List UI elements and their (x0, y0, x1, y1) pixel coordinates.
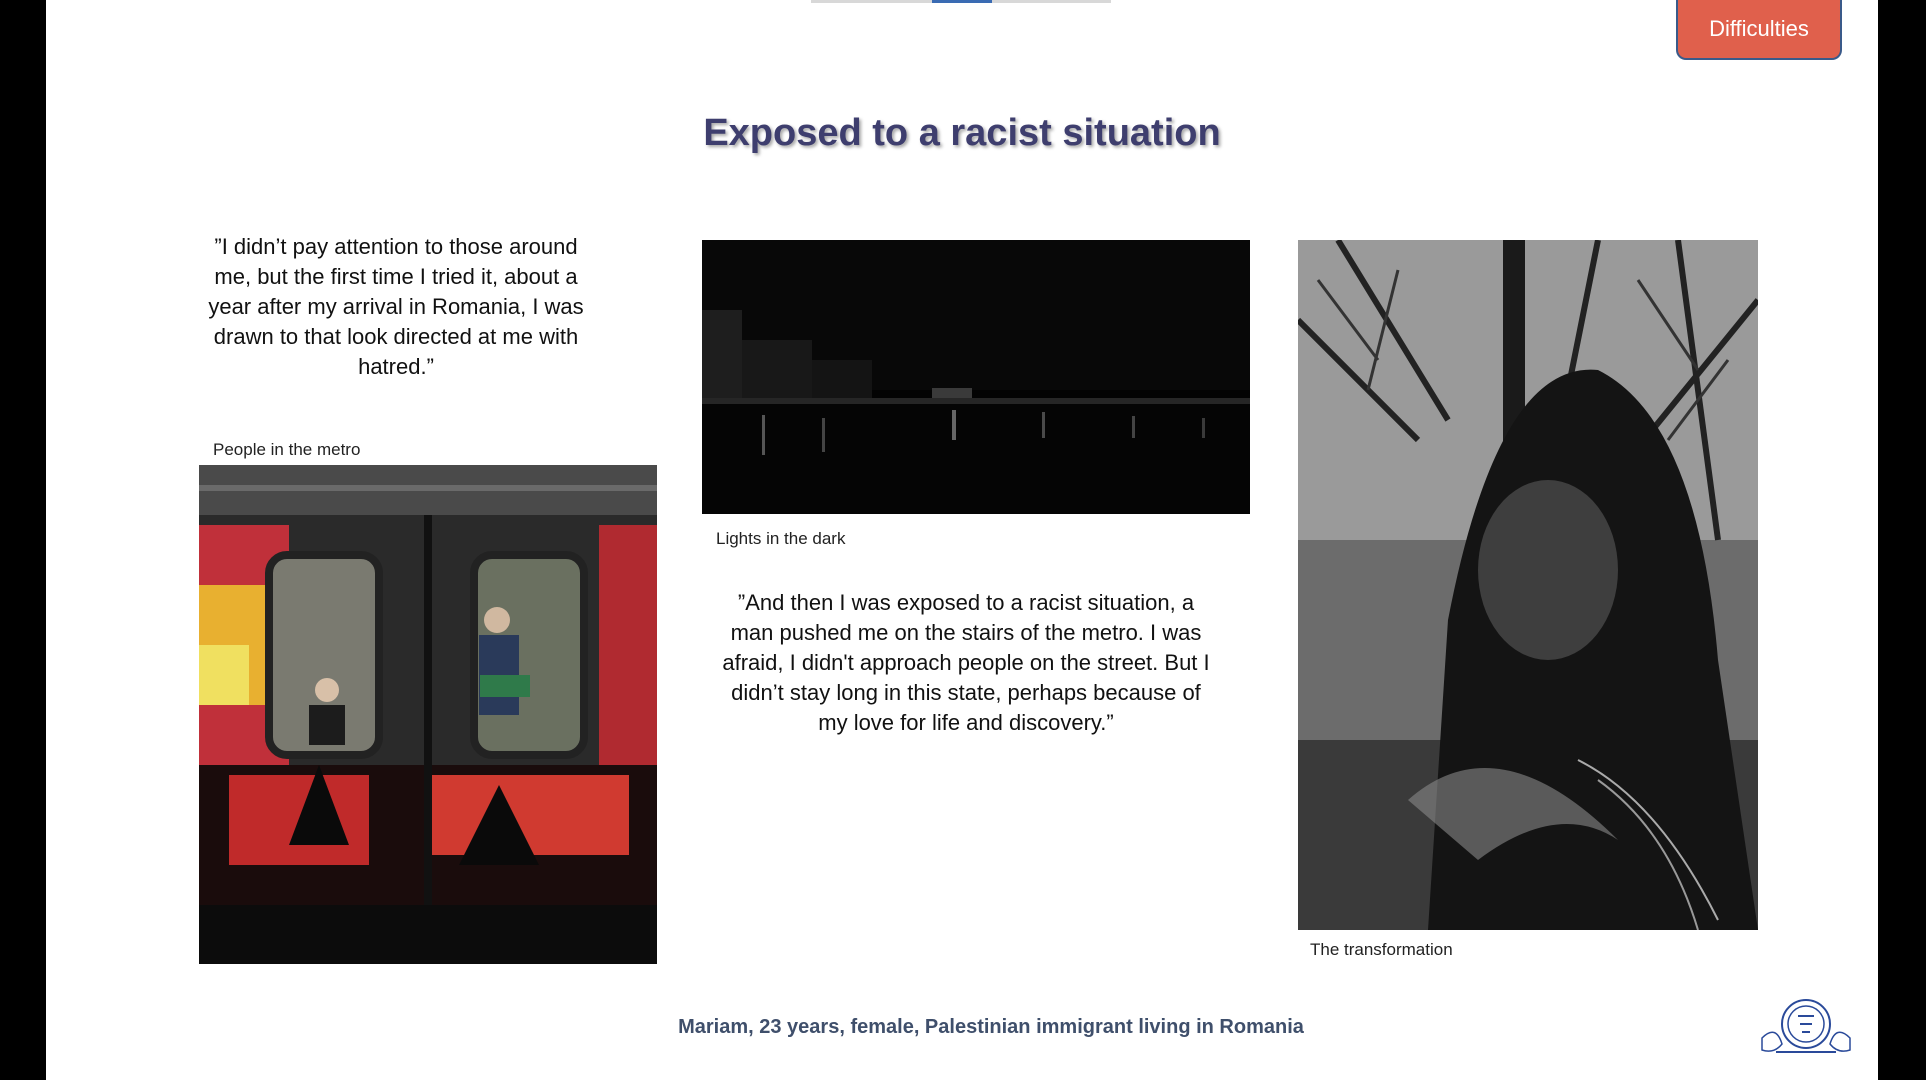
caption-metro: People in the metro (213, 440, 361, 459)
slide (46, 0, 1878, 1080)
slide-progress-indicator (932, 0, 992, 3)
transformation-photo (1298, 240, 1758, 930)
caption-transformation: The transformation (1310, 940, 1453, 959)
slide-title: Exposed to a racist situation (703, 112, 1221, 154)
lights-in-dark-photo (702, 240, 1250, 514)
difficulties-tag-button[interactable]: Difficulties (1676, 0, 1842, 60)
quote-second: ”And then I was exposed to a racist situation, a man pushed me on the stairs of the metro. I was afraid, I didn't approach people on the street. But I didn’t stay long in this state, perhaps because of my love for life and discovery.” (722, 590, 1210, 735)
university-seal-icon (1756, 994, 1856, 1060)
caption-lights: Lights in the dark (716, 529, 846, 548)
quote-first: ”I didn’t pay attention to those around me, but the first time I tried it, about a year after my arrival in Romania, I was drawn to that look directed at me with hatred.” (208, 234, 584, 379)
footer-subject-info: Mariam, 23 years, female, Palestinian immigrant living in Romania (678, 1016, 1304, 1038)
metro-photo (199, 465, 657, 964)
